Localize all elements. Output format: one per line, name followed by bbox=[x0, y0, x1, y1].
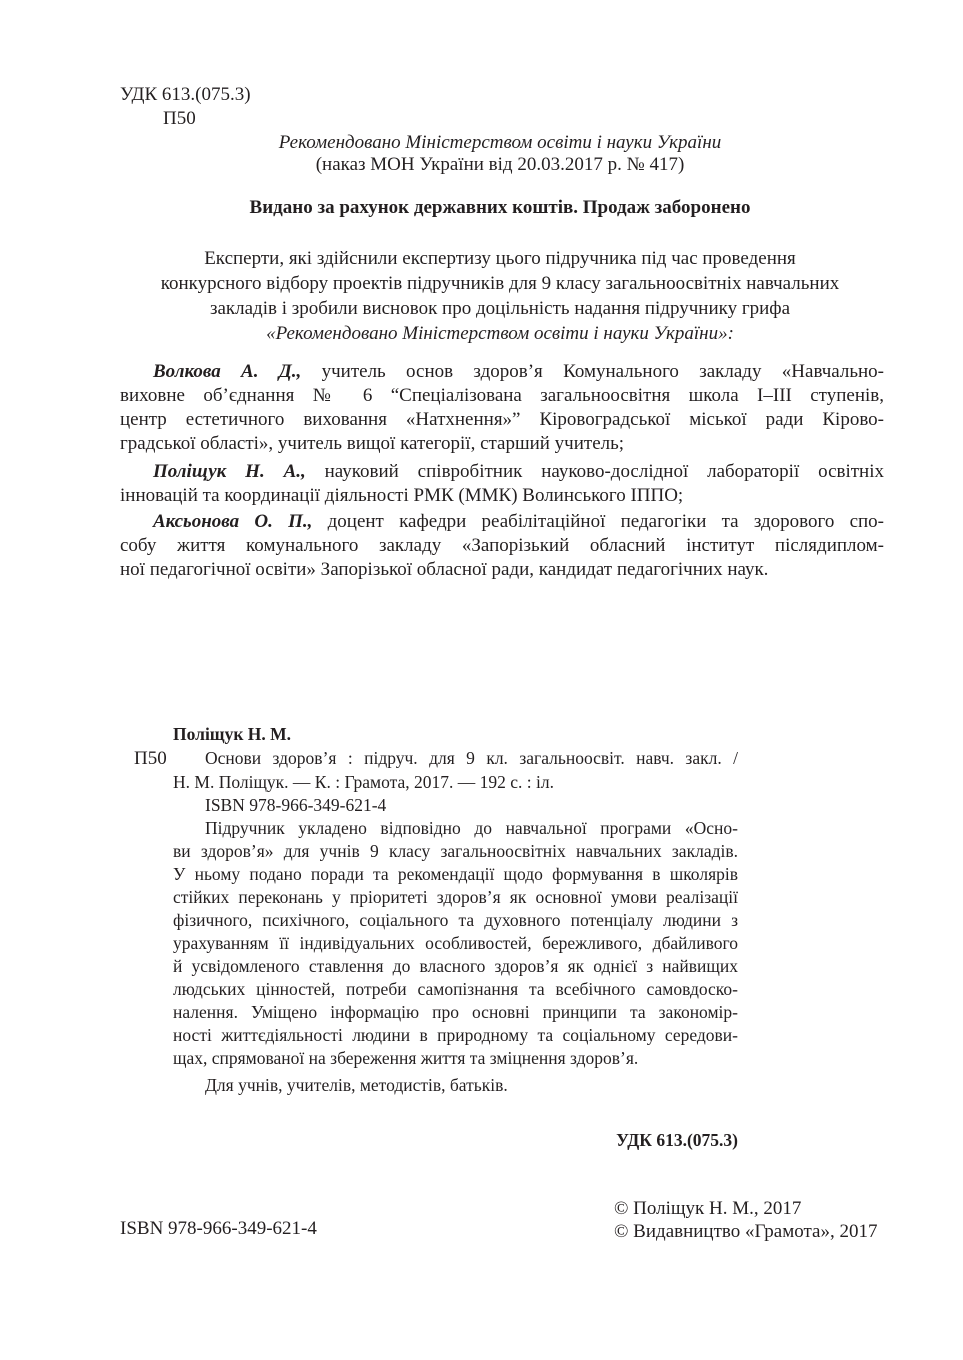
experts-intro-line-4: «Рекомендовано Міністерством освіти і науки України»: bbox=[266, 323, 734, 344]
expert-name: Волкова А. Д., bbox=[153, 361, 302, 382]
experts-intro-line-1: Експерти, які здійснили експертизу цього підручника під час проведення bbox=[204, 248, 796, 269]
abstract-line: урахуванням її індивідуальних особливостей, бережливого, дбайливого bbox=[173, 933, 738, 953]
abstract-line: ності життєдіяльності людини в природному та соціальному середови- bbox=[173, 1025, 738, 1045]
experts-intro-line-3: закладів і зробили висновок про доцільність надання підручнику грифа bbox=[209, 298, 791, 319]
catalog-author: Поліщук Н. М. bbox=[173, 724, 292, 744]
abstract-line: людських цінностей, потреби самопізнання та всебічного самовдоско- bbox=[173, 979, 738, 999]
catalog-udk: УДК 613.(075.3) bbox=[616, 1130, 738, 1150]
abstract-line: фізичного, психічного, соціального та духовного потенціалу людини з bbox=[173, 910, 738, 930]
expert-volkova-line-2: виховне об’єднання № 6 “Спеціалізована загальноосвітня школа I–III ступенів, bbox=[120, 385, 884, 406]
expert-polishchuk-line-2: інновацій та координації діяльності РМК (ММК) Волинського ІППО; bbox=[120, 485, 684, 506]
expert-name: Поліщук Н. А., bbox=[153, 461, 306, 482]
abstract-line: й усвідомленого ставлення до власного здоров’я як однієї з найвищих bbox=[173, 956, 738, 976]
expert-entry-volkova bbox=[120, 360, 884, 456]
library-code: П50 bbox=[163, 108, 196, 129]
catalog-isbn: ISBN 978-966-349-621-4 bbox=[205, 795, 387, 815]
experts-intro-line-2: конкурсного відбору проектів підручників для 9 класу загальноосвітніх навчальних bbox=[160, 273, 840, 294]
catalog-audience: Для учнів, учителів, методистів, батьків. bbox=[205, 1075, 508, 1095]
expert-aksonova-line-1: Аксьонова О. П., доцент кафедри реабілітаційної педагогіки та здорового спо- bbox=[153, 511, 885, 532]
expert-volkova-line-1: Волкова А. Д., учитель основ здоров’я Комунального закладу «Навчально- bbox=[153, 361, 884, 382]
expert-entry-aksonova bbox=[120, 510, 884, 582]
expert-polishchuk-line-1: Поліщук Н. А., науковий співробітник науково-дослідної лабораторії освітніх bbox=[153, 461, 885, 482]
catalog-library-code: П50 bbox=[134, 748, 167, 769]
copyright-publisher: © Видавництво «Грамота», 2017 bbox=[614, 1221, 878, 1242]
expert-volkova-line-3: центр естетичного виховання «Натхнення»” Кіровоградської міської ради Кірово- bbox=[120, 409, 884, 430]
abstract-line: ви здоров’я» для учнів 9 класу загальноосвітніх навчальних закладів. bbox=[173, 841, 738, 861]
abstract-line: налення. Уміщено інформацію про основні принципи та закономір- bbox=[173, 1002, 738, 1022]
abstract-line: У ньому подано поради та рекомендації щодо формування в школярів bbox=[173, 864, 738, 884]
expert-volkova-line-4: градської області», учитель вищої категорії, старший учитель; bbox=[120, 433, 625, 454]
expert-aksonova-line-3: ної педагогічної освіти» Запорізької обласної ради, кандидат педагогічних наук. bbox=[120, 559, 769, 580]
catalog-title-line-2: Н. М. Поліщук. — К. : Грамота, 2017. — 192 с. : іл. bbox=[173, 772, 554, 792]
catalog-abstract bbox=[173, 817, 738, 1070]
funding-notice: Видано за рахунок державних коштів. Продаж заборонено bbox=[249, 197, 751, 218]
expert-entry-polishchuk bbox=[120, 460, 884, 508]
abstract-line: Підручник укладено відповідно до навчальної програми «Осно- bbox=[205, 818, 738, 838]
abstract-line: стійких переконань у пріоритеті здоров’я як основної умови реалізації bbox=[173, 887, 738, 907]
order-line: (наказ МОН України від 20.03.2017 р. № 417) bbox=[315, 154, 685, 175]
expert-aksonova-line-2: собу життя комунального закладу «Запорізький обласний інститут післядиплом- bbox=[120, 535, 884, 556]
catalog-title-line-1: Основи здоров’я : підруч. для 9 кл. загальноосвіт. навч. закл. / bbox=[205, 748, 738, 768]
footer-isbn: ISBN 978-966-349-621-4 bbox=[120, 1218, 317, 1239]
expert-name: Аксьонова О. П., bbox=[153, 511, 313, 532]
copyright-author: © Поліщук Н. М., 2017 bbox=[614, 1198, 802, 1219]
abstract-line: щах, спрямованої на збереження життя та зміцнення здоров’я. bbox=[173, 1048, 639, 1068]
udk-code: УДК 613.(075.3) bbox=[120, 84, 251, 105]
recommendation-line: Рекомендовано Міністерством освіти і науки України bbox=[278, 132, 722, 153]
